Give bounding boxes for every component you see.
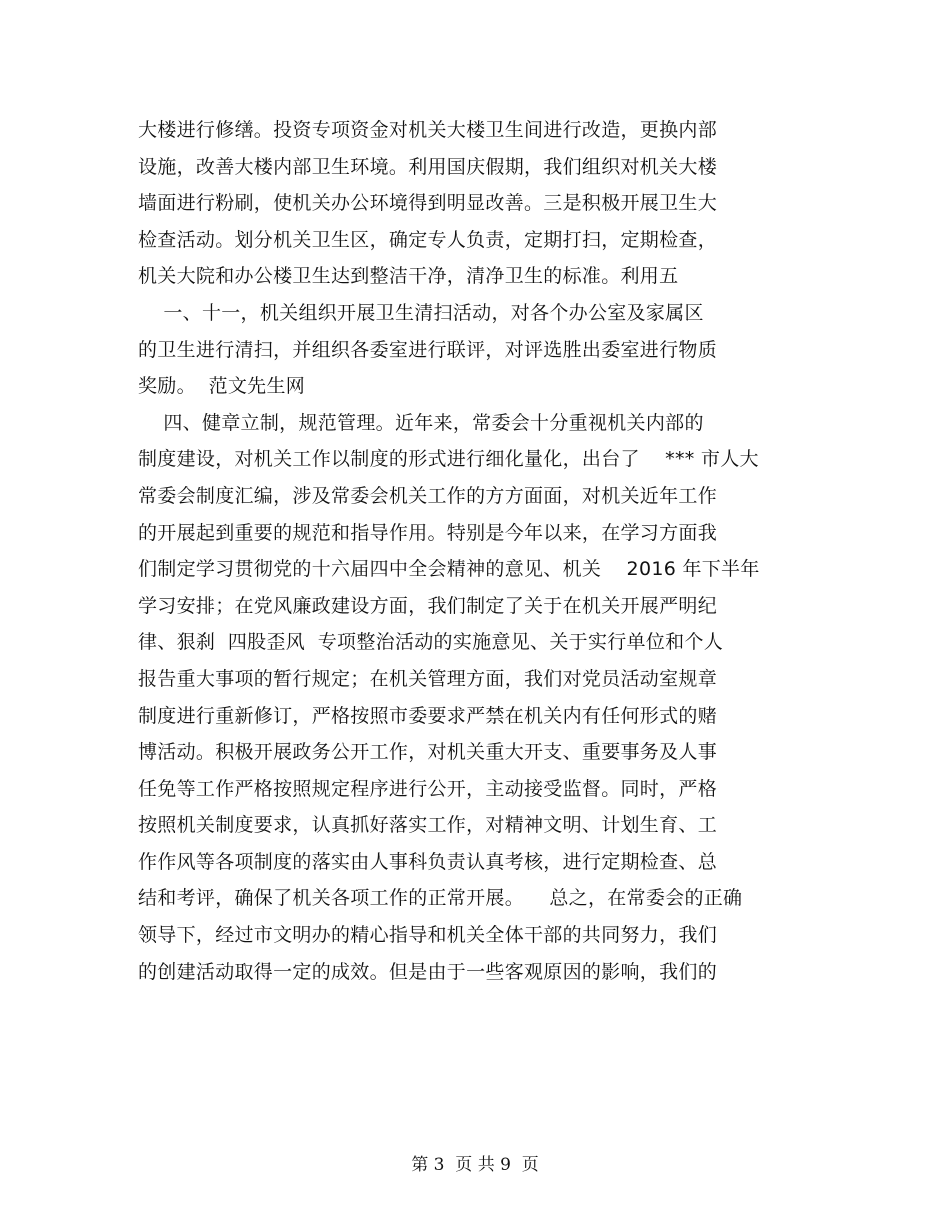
text-line: 报告重大事项的暂行规定；在机关管理方面，我们对党员活动室规章 — [138, 667, 718, 690]
text-line: 博活动。积极开展政务公开工作，对机关重大开支、重要事务及人事 — [138, 741, 718, 764]
text-line: 机关大院和办公楼卫生达到整洁干净，清净卫生的标准。利用五 — [138, 265, 679, 288]
text-line: 四、健章立制，规范管理。近年来，常委会十分重视机关内部的 — [138, 411, 704, 434]
text-line: 律、狠刹 四股歪风 专项整治活动的实施意见、关于实行单位和个人 — [138, 631, 724, 654]
text-line: 一、十一，机关组织开展卫生清扫活动，对各个办公室及家属区 — [138, 301, 704, 324]
text-line: 制度建设，对机关工作以制度的形式进行细化量化，出台了 *** 市人大 — [138, 448, 759, 471]
text-line: 墙面进行粉刷，使机关办公环境得到明显改善。三是积极开展卫生大 — [138, 192, 718, 215]
text-line: 任免等工作严格按照规定程序进行公开，主动接受监督。同时，严格 — [138, 777, 718, 800]
page-number-footer: 第 3 页 共 9 页 — [411, 1155, 539, 1175]
text-line: 的创建活动取得一定的成效。但是由于一些客观原因的影响，我们的 — [138, 960, 718, 983]
text-line: 的卫生进行清扫，并组织各委室进行联评，对评选胜出委室进行物质 — [138, 338, 718, 361]
text-line: 设施，改善大楼内部卫生环境。利用国庆假期，我们组织对机关大楼 — [138, 155, 718, 178]
text-line: 常委会制度汇编，涉及常委会机关工作的方方面面，对机关近年工作 — [138, 484, 718, 507]
text-line: 的开展起到重要的规范和指导作用。特别是今年以来，在学习方面我 — [138, 521, 718, 544]
text-line: 作作风等各项制度的落实由人事科负责认真考核，进行定期检查、总 — [138, 850, 718, 873]
text-line: 结和考评，确保了机关各项工作的正常开展。 总之，在常委会的正确 — [138, 887, 743, 910]
text-line: 奖励。 范文先生网 — [138, 375, 306, 398]
text-line: 检查活动。划分机关卫生区，确定专人负责，定期打扫，定期检查， — [138, 228, 718, 251]
text-line: 们制定学习贯彻党的十六届四中全会精神的意见、机关 2016 年下半年 — [138, 558, 760, 581]
text-line: 领导下，经过市文明办的精心指导和机关全体干部的共同努力，我们 — [138, 924, 718, 947]
text-line: 制度进行重新修订，严格按照市委要求严禁在机关内有任何形式的赌 — [138, 704, 718, 727]
text-line: 学习安排；在党风廉政建设方面，我们制定了关于在机关开展严明纪 — [138, 594, 718, 617]
body-text — [138, 112, 838, 990]
text-line: 按照机关制度要求，认真抓好落实工作，对精神文明、计划生育、工 — [138, 814, 718, 837]
text-line: 大楼进行修缮。投资专项资金对机关大楼卫生间进行改造，更换内部 — [138, 119, 718, 141]
